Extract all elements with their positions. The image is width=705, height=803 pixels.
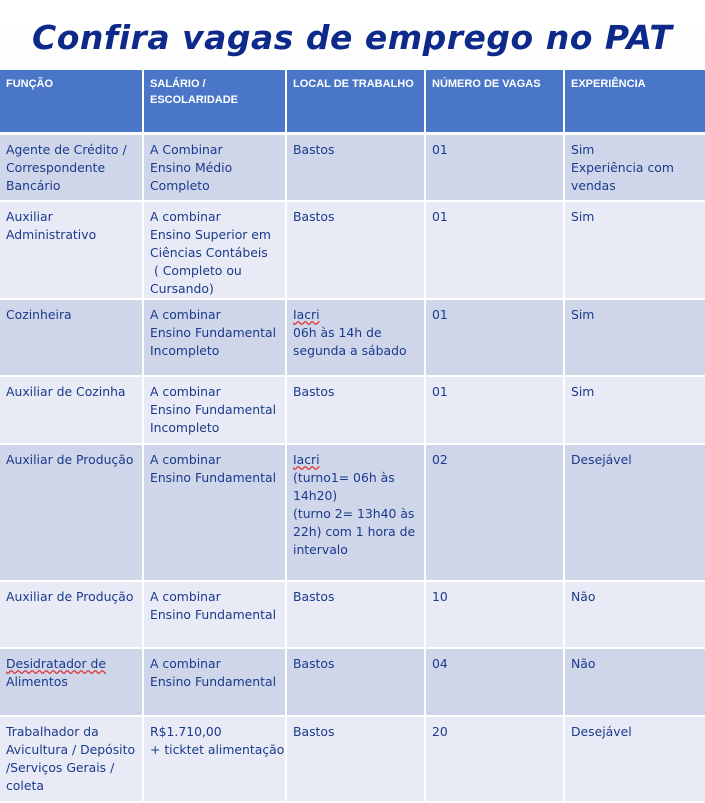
cell-line: A combinar [150,208,221,224]
cell-line: vendas [571,178,616,193]
header-experiencia-line: EXPERIÊNCIA [571,78,646,90]
header-local-line: LOCAL DE TRABALHO [293,78,414,90]
cell-line: Cozinheira [6,306,72,322]
cell-salario [143,376,286,444]
cell-line: 22h) com 1 hora de [293,523,416,539]
cell-line: + ticktet alimentação [150,741,285,757]
cell-vagas [425,716,564,802]
cell-line: coleta [6,777,44,793]
cell-line: /Serviços Gerais / [6,759,115,775]
cell-line: 14h20) [293,487,338,503]
cell-line: A combinar [150,306,221,322]
cell-local [286,648,425,716]
cell-line: 02 [432,451,448,467]
cell-line: Bastos [293,723,335,739]
cell-experiencia [564,444,705,581]
cell-line: 06h às 14h de [293,324,382,340]
table-row [0,299,705,376]
cell-line: Sim [571,383,595,399]
cell-salario [143,201,286,299]
header-funcao [0,70,143,134]
cell-line: Sim [571,208,595,224]
cell-line: 04 [432,655,448,671]
table-row [0,648,705,716]
cell-funcao [0,299,143,376]
cell-line: Sim [571,306,595,322]
cell-line: Desejável [571,723,632,739]
cell-line: Iacri [293,306,320,322]
cell-local [286,299,425,376]
cell-line: Ensino Fundamental [150,673,277,689]
cell-line: Agente de Crédito / [6,142,127,157]
cell-line: Bastos [293,208,335,224]
cell-line: Iacri [293,451,320,467]
header-funcao-line: FUNÇÃO [6,78,54,90]
cell-experiencia [564,201,705,299]
cell-line: Ensino Fundamental [150,401,277,417]
cell-line: Auxiliar de Produção [6,451,134,467]
cell-line: R$1.710,00 [150,723,222,739]
cell-line: Trabalhador da [6,723,99,739]
header-experiencia [564,70,705,134]
cell-line: A Combinar [150,142,223,157]
cell-line: Sim [571,142,595,157]
cell-line: Ensino Médio [150,160,233,175]
cell-line: Alimentos [6,673,68,689]
cell-line: Ensino Superior em [150,226,272,242]
cell-funcao [0,201,143,299]
cell-vagas [425,376,564,444]
table-row [0,376,705,444]
cell-salario [143,444,286,581]
cell-experiencia [564,581,705,648]
cell-line: Ensino Fundamental [150,469,277,485]
header-vagas-line: NÚMERO DE VAGAS [432,78,541,90]
cell-line: Não [571,655,596,671]
cell-vagas [425,648,564,716]
cell-line: Bastos [293,142,335,157]
cell-line: Incompleto [150,342,220,358]
cell-line: Ensino Fundamental [150,324,277,340]
cell-line: 10 [432,588,448,604]
header-salario-line: ESCOLARIDADE [150,94,239,106]
table-row [0,134,705,201]
cell-line: Correspondente [6,160,106,175]
cell-line: 01 [432,142,448,157]
cell-vagas [425,444,564,581]
table-header-row [0,70,705,134]
header-vagas [425,70,564,134]
cell-salario [143,648,286,716]
cell-line: Desejável [571,451,632,467]
cell-line: (turno 2= 13h40 às [293,505,415,521]
cell-line: Bastos [293,655,335,671]
header-salario [143,70,286,134]
cell-line: Completo [150,178,210,193]
cell-salario [143,134,286,201]
page-title: Confira vagas de emprego no PAT [32,18,673,57]
cell-funcao [0,376,143,444]
cell-vagas [425,581,564,648]
table-row [0,201,705,299]
cell-line: Administrativo [6,226,97,242]
cell-experiencia [564,376,705,444]
cell-line: intervalo [293,541,348,557]
cell-line: segunda a sábado [293,342,407,358]
table-row [0,581,705,648]
cell-local [286,201,425,299]
cell-experiencia [564,648,705,716]
cell-line: 20 [432,723,448,739]
cell-line: Auxiliar de Produção [6,588,134,604]
cell-funcao [0,648,143,716]
cell-line: Ensino Fundamental [150,606,277,622]
cell-local [286,444,425,581]
cell-line: A combinar [150,383,221,399]
cell-line: Não [571,588,596,604]
cell-funcao [0,581,143,648]
cell-local [286,134,425,201]
cell-salario [143,581,286,648]
cell-local [286,376,425,444]
cell-line: Incompleto [150,419,220,435]
cell-line: Bastos [293,588,335,604]
table-row [0,716,705,802]
cell-vagas [425,134,564,201]
cell-line: Auxiliar de Cozinha [6,383,126,399]
cell-line: Desidratador de [6,655,107,671]
cell-line: A combinar [150,588,221,604]
cell-vagas [425,299,564,376]
cell-line: Cursando) [150,280,214,296]
cell-funcao [0,444,143,581]
cell-experiencia [564,716,705,802]
cell-line: Experiência com [571,160,674,175]
header-local [286,70,425,134]
cell-line: Ciências Contábeis [150,244,268,260]
cell-local [286,716,425,802]
table-row [0,444,705,581]
cell-line: Bastos [293,383,335,399]
header-salario-line: SALÁRIO / [150,78,206,90]
jobs-table [0,70,705,803]
cell-vagas [425,201,564,299]
cell-line: A combinar [150,655,221,671]
cell-line: Bancário [6,178,61,193]
cell-salario [143,299,286,376]
cell-line: A combinar [150,451,221,467]
cell-line: 01 [432,306,448,322]
cell-line: 01 [432,208,448,224]
cell-line: Avicultura / Depósito [6,741,136,757]
cell-salario [143,716,286,802]
cell-funcao [0,716,143,802]
cell-line: ( Completo ou [150,262,242,278]
cell-line: 01 [432,383,448,399]
cell-local [286,581,425,648]
cell-line: (turno1= 06h às [293,469,395,485]
cell-funcao [0,134,143,201]
cell-experiencia [564,134,705,201]
cell-experiencia [564,299,705,376]
cell-line: Auxiliar [6,208,53,224]
